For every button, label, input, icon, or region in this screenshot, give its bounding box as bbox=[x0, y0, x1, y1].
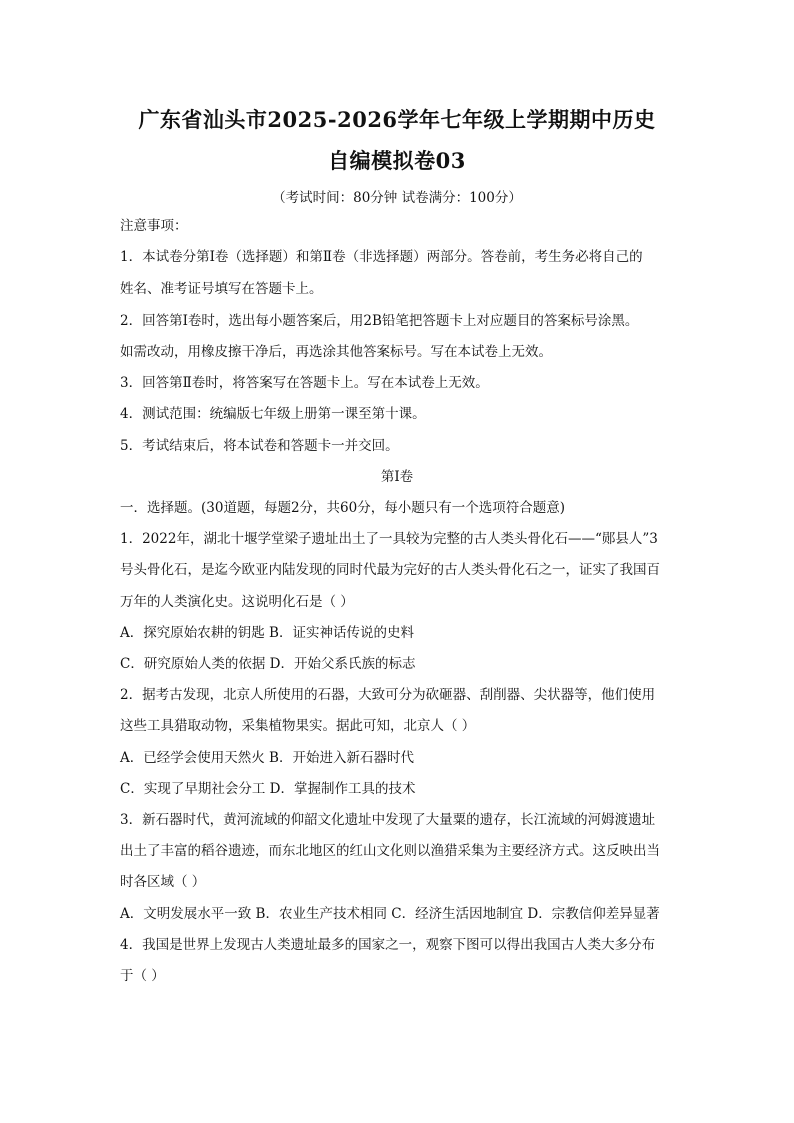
question-line: 于（ ） bbox=[120, 968, 165, 984]
note-line: 如需改动，用橡皮擦干净后，再选涂其他答案标号。写在本试卷上无效。 bbox=[120, 344, 552, 360]
notes-heading: 注意事项： bbox=[120, 218, 188, 234]
note-line: 5．考试结束后，将本试卷和答题卡一并交回。 bbox=[120, 438, 399, 454]
question-line: 号头骨化石，是迄今欧亚内陆发现的同时代最为完好的古人类头骨化石之一，证实了我国百 bbox=[120, 562, 660, 578]
question-line: 这些工具猎取动物，采集植物果实。据此可知，北京人（ ） bbox=[120, 718, 476, 734]
question-line: 2．据考古发现，北京人所使用的石器，大致可分为砍砸器、刮削器、尖状器等，他们使用 bbox=[120, 687, 656, 703]
exam-info: （考试时间：80分钟 试卷满分：100分） bbox=[272, 190, 522, 206]
note-line: 1．本试卷分第Ⅰ卷（选择题）和第Ⅱ卷（非选择题）两部分。答卷前，考生务必将自己的 bbox=[120, 249, 643, 265]
answer-option-line: A．已经学会使用天然火 B．开始进入新石器时代 bbox=[120, 750, 414, 766]
answer-option-line: A．探究原始农耕的钥匙 B．证实神话传说的史料 bbox=[120, 625, 414, 641]
answer-option-line: A．文明发展水平一致 B．农业生产技术相同 C．经济生活因地制宜 D．宗教信仰差异显著 bbox=[120, 906, 660, 922]
exam-title-line2: 自编模拟卷03 bbox=[328, 148, 466, 173]
section-label: 第Ⅰ卷 bbox=[380, 469, 414, 485]
note-line: 姓名、准考证号填写在答题卡上。 bbox=[120, 281, 323, 297]
answer-option-line: C．研究原始人类的依据 D．开始父系氏族的标志 bbox=[120, 656, 416, 672]
note-line: 3．回答第Ⅱ卷时，将答案写在答题卡上。写在本试卷上无效。 bbox=[120, 375, 489, 391]
question-line: 时各区域（ ） bbox=[120, 874, 206, 890]
question-line: 1．2022年，湖北十堰学堂梁子遗址出土了一具较为完整的古人类头骨化石——“郧县人”3 bbox=[120, 531, 658, 547]
exam-title-line1: 广东省汕头市2025-2026学年七年级上学期期中历史 bbox=[138, 107, 656, 132]
question-line: 出土了丰富的稻谷遗迹，而东北地区的红山文化则以渔猎采集为主要经济方式。这反映出当 bbox=[120, 843, 660, 859]
question-line: 万年的人类演化史。这说明化石是（ ） bbox=[120, 594, 354, 610]
answer-option-line: C．实现了早期社会分工 D．掌握制作工具的技术 bbox=[120, 781, 416, 797]
section-heading: 一．选择题。(30道题，每题2分，共60分，每小题只有一个选项符合题意) bbox=[120, 500, 565, 516]
note-line: 4．测试范围：统编版七年级上册第一课至第十课。 bbox=[120, 406, 426, 422]
question-line: 3．新石器时代，黄河流域的仰韶文化遗址中发现了大量粟的遗存，长江流域的河姆渡遗址 bbox=[120, 812, 656, 828]
note-line: 2．回答第Ⅰ卷时，选出每小题答案后，用2B铅笔把答题卡上对应题目的答案标号涂黑。 bbox=[120, 313, 639, 329]
question-line: 4．我国是世界上发现古人类遗址最多的国家之一，观察下图可以得出我国古人类大多分布 bbox=[120, 937, 656, 953]
